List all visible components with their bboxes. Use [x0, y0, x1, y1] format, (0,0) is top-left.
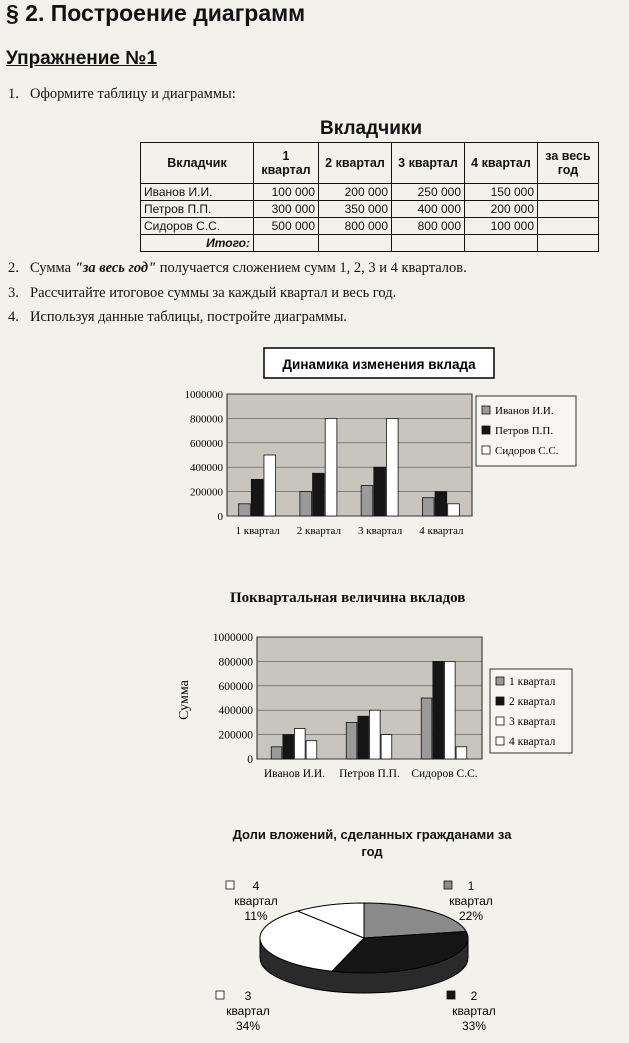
pie-label: 1 [467, 879, 475, 893]
x-tick-label: Сидоров С.С. [411, 768, 478, 780]
legend-swatch [496, 697, 504, 705]
bar [435, 492, 447, 516]
y-tick-label: 1000000 [212, 632, 253, 644]
bar [306, 741, 317, 759]
bar [346, 722, 357, 759]
table-cell [319, 235, 392, 252]
y-tick-label: 400000 [218, 705, 253, 718]
table-cell: Иванов И.И. [141, 184, 254, 201]
legend-swatch [496, 717, 504, 725]
legend-label: 3 квартал [509, 716, 556, 728]
instruction-number: 1. [8, 86, 19, 102]
header-cell: 3 квартал [392, 143, 465, 184]
total-label: Итого: [141, 235, 254, 252]
bar [370, 710, 381, 759]
pie-label: квартал [449, 894, 493, 908]
y-tick-label: 0 [217, 511, 223, 523]
pie-legend-swatch [447, 991, 455, 999]
legend-label: 2 квартал [509, 696, 556, 708]
pie-label: квартал [234, 894, 278, 908]
instruction-1 [8, 86, 236, 103]
y-tick-label: 800000 [190, 413, 223, 426]
instruction-4 [8, 309, 347, 326]
legend-label: Сидоров С.С. [495, 445, 559, 457]
bar [386, 418, 398, 516]
instruction-text: Оформите таблицу и диаграммы: [30, 86, 236, 102]
table-cell: 150 000 [465, 184, 538, 201]
table-total-row [141, 235, 599, 252]
bar [239, 504, 251, 516]
bar [295, 729, 306, 760]
table-row [141, 218, 599, 235]
bar [421, 698, 432, 759]
table-cell [538, 218, 599, 235]
bar [374, 467, 386, 516]
legend-swatch [482, 446, 490, 454]
bar [433, 661, 444, 759]
legend-swatch [482, 406, 490, 414]
x-tick-label: Петров П.П. [339, 768, 400, 780]
depositors-table [140, 142, 599, 252]
table-cell: 350 000 [319, 201, 392, 218]
y-tick-label: 800000 [218, 656, 253, 669]
table-cell: Сидоров С.С. [141, 218, 254, 235]
pie-label: 4 [252, 879, 260, 893]
pie-percent: 22% [458, 909, 484, 923]
x-tick-label: 3 квартал [357, 525, 403, 537]
pie-percent: 11% [244, 909, 268, 923]
bar [456, 747, 467, 759]
bar [251, 479, 263, 516]
table-header-row [141, 143, 599, 184]
chart-deposit-dynamics [176, 342, 586, 552]
table-cell: Петров П.П. [141, 201, 254, 218]
bar [448, 504, 460, 516]
instruction-3 [8, 285, 396, 302]
page-title: § 2. Построение диаграмм [6, 0, 306, 26]
legend-label: Петров П.П. [495, 425, 554, 437]
instruction-text: Сумма [30, 260, 75, 276]
bar [283, 735, 294, 759]
table-cell: 200 000 [319, 184, 392, 201]
chart-title: Динамика изменения вклада [282, 357, 476, 372]
table-cell [538, 184, 599, 201]
header-cell: Вкладчик [141, 143, 254, 184]
table-cell: 100 000 [254, 184, 319, 201]
header-cell: 4 квартал [465, 143, 538, 184]
instruction-number: 2. [8, 260, 19, 276]
bar [445, 661, 456, 759]
pie-label: 2 [470, 989, 478, 1003]
instruction-text: Рассчитайте итоговое суммы за каждый квартал и весь год. [30, 285, 397, 301]
legend-label: 4 квартал [509, 736, 556, 748]
pie-legend-swatch [216, 991, 224, 999]
table-cell: 800 000 [392, 218, 465, 235]
table-cell [465, 235, 538, 252]
pie-title-line: Доли вложений, сделанных гражданами за [232, 827, 512, 842]
table-cell: 300 000 [254, 201, 319, 218]
pie-title-line: год [361, 844, 383, 859]
legend-swatch [496, 677, 504, 685]
exercise-heading: Упражнение №1 [6, 48, 158, 69]
pie-percent: 34% [235, 1019, 261, 1033]
y-tick-label: 600000 [190, 437, 223, 450]
instruction-2 [8, 260, 467, 277]
bar [271, 747, 282, 759]
table-cell: 500 000 [254, 218, 319, 235]
table-cell: 100 000 [465, 218, 538, 235]
pie-chart-title [212, 826, 532, 860]
table-cell [254, 235, 319, 252]
pie-label: квартал [226, 1004, 270, 1018]
instruction-number: 3. [8, 285, 19, 301]
header-cell: 1 квартал [254, 143, 319, 184]
x-tick-label: 4 квартал [419, 525, 464, 537]
pie-legend-swatch [226, 881, 234, 889]
table-cell [392, 235, 465, 252]
table-cell: 250 000 [392, 184, 465, 201]
instruction-number: 4. [8, 309, 19, 325]
instruction-emphasis: "за весь год" [74, 260, 157, 276]
y-axis-label: Сумма [177, 680, 192, 720]
x-tick-label: 2 квартал [296, 525, 342, 537]
legend-swatch [482, 426, 490, 434]
pie-label: квартал [452, 1004, 496, 1018]
y-tick-label: 600000 [218, 680, 253, 693]
x-tick-label: 1 квартал [235, 525, 280, 537]
table-cell: 400 000 [392, 201, 465, 218]
instruction-text: получается сложением сумм 1, 2, 3 и 4 кварталов. [156, 260, 467, 276]
y-tick-label: 400000 [190, 462, 223, 475]
pie-legend-swatch [444, 881, 452, 889]
y-tick-label: 200000 [218, 729, 253, 742]
pie-percent: 33% [461, 1019, 487, 1033]
bar [313, 473, 325, 516]
pie-label: 3 [244, 989, 252, 1003]
bar [325, 418, 337, 516]
header-cell: за весь год [538, 143, 599, 184]
y-tick-label: 1000000 [184, 389, 223, 401]
bar [361, 486, 373, 517]
table-cell: 800 000 [319, 218, 392, 235]
table-cell: 200 000 [465, 201, 538, 218]
table-title: Вкладчики [320, 118, 423, 139]
bar [264, 455, 276, 516]
bar [358, 716, 369, 759]
instruction-text: Используя данные таблицы, постройте диаграммы. [30, 309, 347, 325]
bar [381, 735, 392, 759]
bar [422, 498, 434, 516]
y-tick-label: 0 [247, 754, 253, 766]
table-cell [538, 201, 599, 218]
table-row [141, 184, 599, 201]
chart-title: Поквартальная величина вкладов [230, 590, 466, 606]
legend-label: Иванов И.И. [495, 405, 554, 417]
x-tick-label: Иванов И.И. [263, 768, 326, 780]
legend-label: 1 квартал [509, 676, 556, 688]
header-cell: 2 квартал [319, 143, 392, 184]
bar [300, 492, 312, 516]
table-cell [538, 235, 599, 252]
chart-quarterly-deposits [176, 625, 586, 790]
table-row [141, 201, 599, 218]
legend-swatch [496, 737, 504, 745]
pie-chart [196, 868, 546, 1043]
y-tick-label: 200000 [190, 486, 223, 499]
